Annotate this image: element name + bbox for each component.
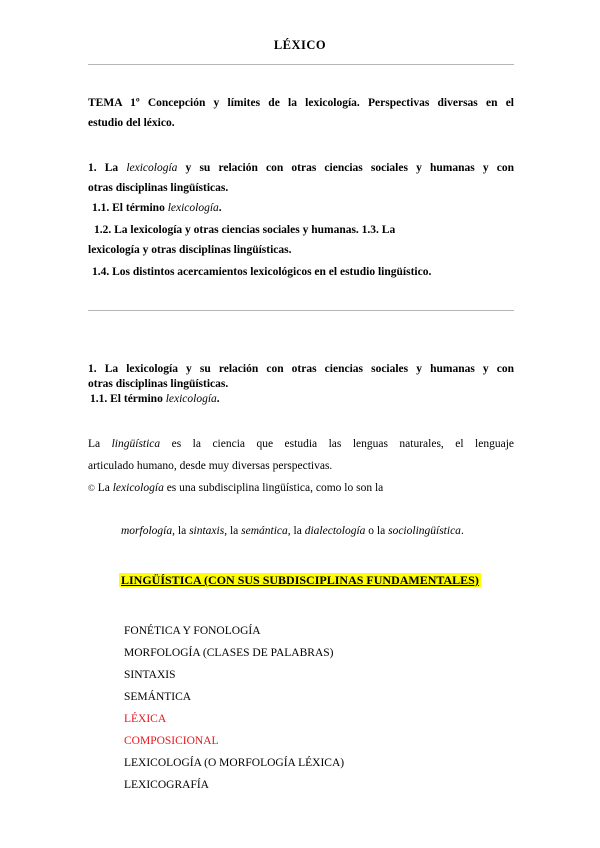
intro-paragraph <box>88 433 514 499</box>
paragraph-line-3: © La lexicología es una subdisciplina lingüística, como lo son la <box>88 482 384 494</box>
toc-item-1-cont: otras disciplinas lingüísticas. <box>88 182 229 194</box>
highlighted-heading: LINGÜÍSTICA (CON SUS SUBDISCIPLINAS FUNDAMENTALES) <box>121 573 479 587</box>
list-item: MORFOLOGÍA (CLASES DE PALABRAS) <box>124 647 334 659</box>
list-item: LEXICOLOGÍA (O MORFOLOGÍA LÉXICA) <box>124 757 345 769</box>
list-item: LEXICOGRAFÍA <box>124 779 209 791</box>
divider-middle <box>88 310 514 311</box>
highlight-heading-wrap <box>119 571 481 589</box>
list-item: LÉXICA <box>124 713 167 725</box>
tema-line-2: estudio del léxico. <box>88 117 175 129</box>
list-item: COMPOSICIONAL <box>124 735 219 747</box>
paragraph-line-1: La lingüística es la ciencia que estudia las lenguas naturales, el lenguaje <box>88 438 514 450</box>
copyright-mark: © <box>88 483 95 493</box>
toc-item-1-1: 1.1. El término lexicología. <box>92 202 222 214</box>
table-of-contents <box>88 158 514 282</box>
list-item: SEMÁNTICA <box>124 691 192 703</box>
document-title: LÉXICO <box>273 38 327 52</box>
section-heading-line-2: otras disciplinas lingüísticas. <box>88 378 229 390</box>
toc-item-1: 1. La lexicología y su relación con otras ciencias sociales y humanas y con <box>88 162 514 174</box>
tema-line-1: TEMA 1º Concepción y límites de la lexicología. Perspectivas diversas en el <box>88 97 514 109</box>
section-heading-line-1: 1. La lexicología y su relación con otras ciencias sociales y humanas y con <box>88 363 514 375</box>
section-heading <box>88 362 514 407</box>
toc-item-1-3: lexicología y otras disciplinas lingüísticas. <box>88 244 292 256</box>
section-subheading: 1.1. El término lexicología. <box>90 393 220 405</box>
toc-item-1-2: 1.2. La lexicología y otras ciencias sociales y humanas. 1.3. La <box>94 224 396 236</box>
tema-heading <box>88 93 514 133</box>
paragraph-line-2: articulado humano, desde muy diversas perspectivas. <box>88 460 333 472</box>
divider-top <box>88 64 514 65</box>
list-item: FONÉTICA Y FONOLOGÍA <box>124 625 261 637</box>
subdiscipline-examples: morfología, la sintaxis, la semántica, la dialectología o la sociolingüística. <box>121 525 464 537</box>
list-item: SINTAXIS <box>124 669 176 681</box>
toc-item-1-4: 1.4. Los distintos acercamientos lexicológicos en el estudio lingüístico. <box>92 266 432 278</box>
subdiscipline-list <box>124 620 344 796</box>
